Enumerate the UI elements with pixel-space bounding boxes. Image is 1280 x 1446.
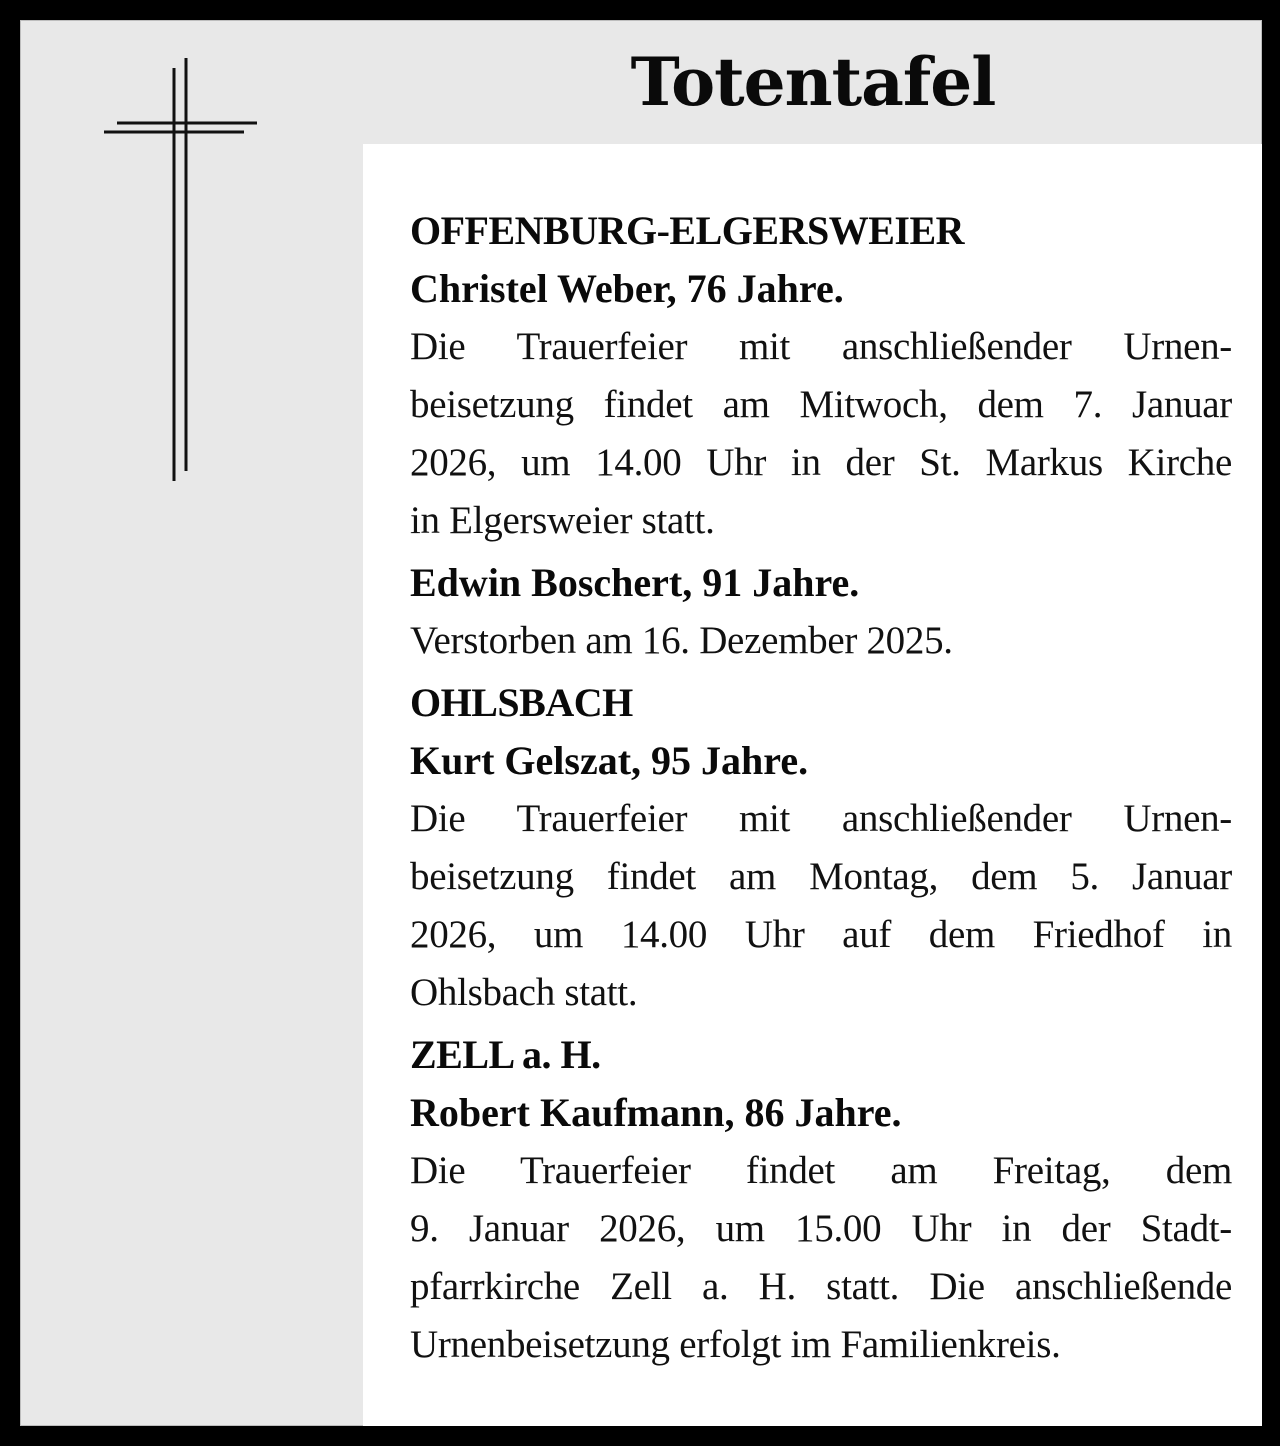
obituary-entry — [410, 1084, 1232, 1374]
cross-icon — [0, 0, 300, 500]
obituary-text — [410, 1142, 1232, 1374]
text-line: Die Trauerfeier mit anschließender Urnen- — [410, 325, 1232, 368]
text-line: 9. Januar 2026, um 15.00 Uhr in der Stadt- — [410, 1207, 1232, 1250]
text-line: Urnenbeisetzung erfolgt im Familienkreis. — [410, 1323, 1061, 1366]
deceased-name: Kurt Gelszat, 95 Jahre. — [410, 738, 809, 783]
obituary-entry — [410, 732, 1232, 1022]
text-line: Die Trauerfeier mit anschließender Urnen- — [410, 797, 1232, 840]
text-line: 2026, um 14.00 Uhr in der St. Markus Kirche — [410, 441, 1232, 484]
obituary-entry — [410, 554, 1232, 670]
page-title: Totentafel — [630, 43, 996, 121]
text-line: in Elgersweier statt. — [410, 499, 715, 542]
obituary-text — [410, 318, 1232, 550]
place-heading: OFFENBURG-ELGERSWEIER — [410, 208, 965, 253]
text-line: Die Trauerfeier findet am Freitag, dem — [410, 1149, 1232, 1192]
text-line: pfarrkirche Zell a. H. statt. Die anschließende — [410, 1265, 1232, 1308]
obituary-section — [410, 1026, 1232, 1374]
text-line: beisetzung findet am Montag, dem 5. Januar — [410, 855, 1232, 898]
obituary-list — [363, 144, 1262, 1426]
place-heading: OHLSBACH — [410, 680, 633, 725]
obituary-panel — [20, 20, 1262, 1426]
text-line: beisetzung findet am Mitwoch, dem 7. Januar — [410, 383, 1232, 426]
deceased-name: Edwin Boschert, 91 Jahre. — [410, 560, 860, 605]
deceased-name: Christel Weber, 76 Jahre. — [410, 266, 844, 311]
text-line: Verstorben am 16. Dezember 2025. — [410, 619, 953, 662]
text-line: 2026, um 14.00 Uhr auf dem Friedhof in — [410, 913, 1232, 956]
obituary-entry — [410, 260, 1232, 550]
obituary-section — [410, 202, 1232, 670]
obituary-text — [410, 612, 1232, 670]
text-line: Ohlsbach statt. — [410, 971, 638, 1014]
deceased-name: Robert Kaufmann, 86 Jahre. — [410, 1090, 902, 1135]
obituary-text — [410, 790, 1232, 1022]
obituary-section — [410, 674, 1232, 1022]
place-heading: ZELL a. H. — [410, 1032, 601, 1077]
